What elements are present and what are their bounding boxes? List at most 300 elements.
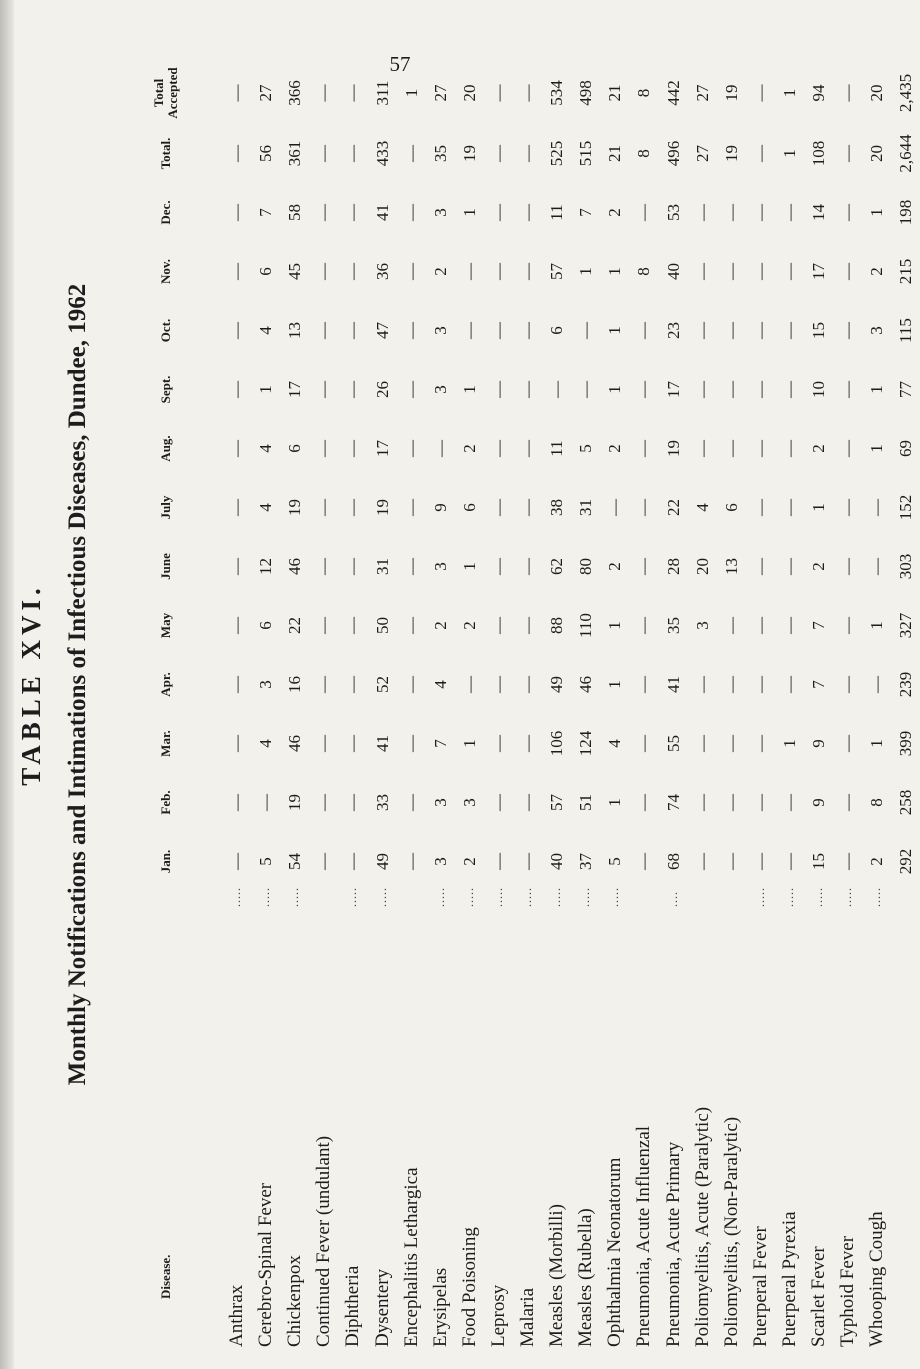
cell-june: 12 xyxy=(256,558,276,575)
cell-july: 31 xyxy=(576,499,596,516)
cell-nov: 2 xyxy=(430,267,450,276)
cell-feb: 57 xyxy=(547,794,567,811)
cell-july: 152 xyxy=(896,494,916,521)
cell-mar: 55 xyxy=(663,735,683,752)
page-number: 57 xyxy=(389,52,411,76)
cell-dec: — xyxy=(401,204,421,221)
cell-mar: — xyxy=(721,735,741,752)
cell-dec: — xyxy=(488,204,508,221)
cell-jan: — xyxy=(692,853,712,870)
cell-jan: — xyxy=(750,853,770,870)
cell-dec: 3 xyxy=(430,208,450,217)
leader-dots: .... xyxy=(665,891,680,907)
cell-june: — xyxy=(838,558,858,575)
cell-mar: 1 xyxy=(779,739,799,748)
cell-mar: 4 xyxy=(605,739,625,748)
cell-total: — xyxy=(750,145,770,162)
disease-name: Whooping Cough xyxy=(866,1211,888,1347)
header-june: June xyxy=(158,553,173,580)
leader-dots: ..... xyxy=(461,887,476,907)
cell-sept: — xyxy=(634,381,654,398)
cell-total-accepted: 1 xyxy=(779,88,799,98)
cell-mar: 9 xyxy=(809,739,828,748)
cell-sept: — xyxy=(227,381,246,398)
cell-sept: — xyxy=(838,381,858,398)
cell-nov: 17 xyxy=(809,263,828,280)
cell-total: 27 xyxy=(692,145,712,162)
cell-total-accepted: 311 xyxy=(372,80,392,106)
cell-dec: 7 xyxy=(256,208,276,217)
cell-nov: — xyxy=(721,263,741,280)
cell-feb: — xyxy=(634,794,654,811)
cell-feb: — xyxy=(227,794,246,811)
cell-may: — xyxy=(721,617,741,634)
cell-jan: 292 xyxy=(896,848,916,875)
cell-june: 80 xyxy=(576,558,596,575)
cell-apr: — xyxy=(518,676,537,693)
cell-jan: 54 xyxy=(285,853,305,870)
cell-feb: — xyxy=(692,794,712,811)
cell-sept: — xyxy=(576,381,596,398)
cell-nov: 1 xyxy=(576,267,596,276)
cell-mar: — xyxy=(227,735,246,752)
cell-apr: 4 xyxy=(430,680,450,689)
table-row xyxy=(775,0,804,1369)
cell-oct: 3 xyxy=(867,326,887,335)
cell-feb: 51 xyxy=(576,794,596,811)
cell-jan: 49 xyxy=(372,853,392,870)
cell-dec: 7 xyxy=(576,208,596,217)
cell-july: 6 xyxy=(459,503,479,512)
cell-sept: 1 xyxy=(459,385,479,394)
cell-nov: 8 xyxy=(634,267,654,276)
cell-aug: — xyxy=(779,440,799,457)
table-row xyxy=(309,0,338,1369)
cell-dec: — xyxy=(634,204,654,221)
cell-total: 21 xyxy=(605,145,625,162)
cell-jan: — xyxy=(838,853,858,870)
cell-july: 38 xyxy=(547,499,567,516)
cell-june: 13 xyxy=(721,558,741,575)
cell-total-accepted: — xyxy=(227,84,246,102)
cell-nov: — xyxy=(692,263,712,280)
cell-aug: — xyxy=(430,440,450,457)
cell-feb: — xyxy=(314,794,334,811)
cell-total: — xyxy=(343,145,363,162)
cell-dec: — xyxy=(838,204,858,221)
cell-june: — xyxy=(518,558,537,575)
cell-feb: — xyxy=(779,794,799,811)
cell-aug: 6 xyxy=(285,444,305,453)
cell-total-accepted: 442 xyxy=(663,80,683,106)
leader-dots: ..... xyxy=(578,887,593,907)
cell-aug: — xyxy=(721,440,741,457)
cell-may: — xyxy=(750,617,770,634)
cell-nov: — xyxy=(518,263,537,280)
cell-june: — xyxy=(227,558,246,575)
cell-july: — xyxy=(518,499,537,516)
disease-name: Cerebro-Spinal Fever xyxy=(255,1182,277,1347)
table-row xyxy=(455,0,484,1369)
table-row xyxy=(833,0,862,1369)
cell-may: 6 xyxy=(256,621,276,630)
cell-apr: 239 xyxy=(896,671,916,698)
leader-dots: ..... xyxy=(374,887,389,907)
cell-apr: — xyxy=(343,676,363,693)
cell-nov: 1 xyxy=(605,267,625,276)
cell-oct: — xyxy=(721,322,741,339)
cell-total: 496 xyxy=(663,140,683,167)
cell-total: — xyxy=(518,145,537,162)
cell-jan: — xyxy=(227,853,246,870)
cell-dec: 1 xyxy=(867,208,887,217)
cell-jan: 5 xyxy=(256,857,276,866)
cell-total: 515 xyxy=(576,140,596,167)
cell-mar: — xyxy=(488,735,508,752)
cell-total-accepted: 366 xyxy=(285,80,305,106)
cell-sept: — xyxy=(750,381,770,398)
cell-june: 46 xyxy=(285,558,305,575)
cell-sept: — xyxy=(779,381,799,398)
cell-nov: — xyxy=(227,263,246,280)
cell-total-accepted: 20 xyxy=(867,84,887,102)
cell-apr: — xyxy=(750,676,770,693)
cell-mar: — xyxy=(401,735,421,752)
cell-total: 19 xyxy=(721,145,741,162)
cell-june: 2 xyxy=(809,562,828,571)
table-row xyxy=(222,0,251,1369)
cell-total: 20 xyxy=(867,145,887,162)
leader-dots: ..... xyxy=(432,887,447,907)
cell-oct: 3 xyxy=(430,326,450,335)
cell-apr: — xyxy=(401,676,421,693)
disease-name: Measles (Morbilli) xyxy=(546,1203,568,1347)
cell-dec: 2 xyxy=(605,208,625,217)
cell-july: 22 xyxy=(663,499,683,516)
cell-oct: — xyxy=(459,322,479,339)
cell-may: — xyxy=(838,617,858,634)
cell-oct: 1 xyxy=(605,326,625,335)
cell-may: 2 xyxy=(430,621,450,630)
cell-total-accepted: 8 xyxy=(634,88,654,98)
cell-aug: 17 xyxy=(372,440,392,457)
cell-dec: 53 xyxy=(663,204,683,221)
table-row xyxy=(397,0,426,1369)
cell-may: 88 xyxy=(547,617,567,634)
cell-nov: 57 xyxy=(547,263,567,280)
table-row xyxy=(862,0,891,1369)
cell-total-accepted: — xyxy=(518,84,537,102)
cell-may: — xyxy=(518,617,537,634)
cell-total-accepted: — xyxy=(838,84,858,102)
leader-dots: ..... xyxy=(752,887,767,907)
cell-feb: — xyxy=(343,794,363,811)
disease-name: Encephalitis Lethargica xyxy=(400,1167,422,1347)
cell-may: 110 xyxy=(576,613,596,638)
cell-oct: — xyxy=(750,322,770,339)
cell-may: 22 xyxy=(285,617,305,634)
table-row xyxy=(368,0,397,1369)
cell-aug: 69 xyxy=(896,440,916,457)
cell-feb: 19 xyxy=(285,794,305,811)
cell-june: 2 xyxy=(605,562,625,571)
header-jan: Jan. xyxy=(158,849,173,874)
cell-apr: 46 xyxy=(576,676,596,693)
cell-oct: — xyxy=(576,322,596,339)
cell-total-accepted: — xyxy=(750,84,770,102)
cell-feb: 258 xyxy=(896,789,916,816)
cell-july: — xyxy=(227,499,246,516)
table-row xyxy=(571,0,600,1369)
cell-sept: — xyxy=(547,381,567,398)
cell-total-accepted: 27 xyxy=(692,84,712,102)
cell-nov: 6 xyxy=(256,267,276,276)
table-row xyxy=(426,0,455,1369)
cell-total-accepted: 21 xyxy=(605,84,625,102)
cell-aug: 2 xyxy=(605,444,625,453)
cell-sept: 26 xyxy=(372,381,392,398)
cell-total: 8 xyxy=(634,149,654,158)
cell-may: 2 xyxy=(459,621,479,630)
disease-name: Anthrax xyxy=(226,1284,247,1347)
disease-name: Erysipelas xyxy=(429,1267,451,1347)
disease-name: Ophthalmia Neonatorum xyxy=(604,1157,626,1347)
cell-apr: — xyxy=(779,676,799,693)
cell-sept: 1 xyxy=(605,385,625,394)
cell-total: — xyxy=(401,145,421,162)
cell-oct: — xyxy=(779,322,799,339)
cell-sept: — xyxy=(518,381,537,398)
cell-july: — xyxy=(605,499,625,516)
cell-apr: — xyxy=(838,676,858,693)
cell-aug: — xyxy=(838,440,858,457)
cell-aug: 4 xyxy=(256,444,276,453)
cell-july: — xyxy=(634,499,654,516)
cell-june: 28 xyxy=(663,558,683,575)
disease-name: Continued Fever (undulant) xyxy=(313,1135,335,1347)
cell-dec: — xyxy=(721,204,741,221)
cell-jan: — xyxy=(634,853,654,870)
cell-aug: — xyxy=(692,440,712,457)
cell-june: — xyxy=(314,558,334,575)
cell-aug: 1 xyxy=(867,444,887,453)
header-dec: Dec. xyxy=(158,200,173,225)
header-sept: Sept. xyxy=(158,375,173,404)
table-row xyxy=(804,0,833,1369)
disease-name: Diphtheria xyxy=(342,1265,364,1347)
cell-sept: — xyxy=(314,381,334,398)
cell-total: 361 xyxy=(285,140,305,167)
cell-oct: 13 xyxy=(285,322,305,339)
cell-jan: — xyxy=(343,853,363,870)
cell-total-accepted: — xyxy=(314,84,334,102)
table-title: Monthly Notifications and Intimations of Infectious Diseases, Dundee, 1962 xyxy=(64,283,91,1086)
cell-aug: 11 xyxy=(547,440,567,457)
disease-name: Food Poisoning xyxy=(458,1227,480,1347)
cell-oct: — xyxy=(343,322,363,339)
cell-feb: — xyxy=(750,794,770,811)
cell-dec: 14 xyxy=(809,204,828,221)
cell-dec: 58 xyxy=(285,204,305,221)
cell-total: 1 xyxy=(779,149,799,158)
cell-oct: — xyxy=(518,322,537,339)
header-total-accepted: Total Accepted xyxy=(151,67,180,119)
disease-name: Pneumonia, Acute Primary xyxy=(662,1141,684,1347)
cell-oct: — xyxy=(227,322,246,339)
cell-sept: 17 xyxy=(663,381,683,398)
cell-july: 1 xyxy=(809,503,828,512)
cell-july: 19 xyxy=(285,499,305,516)
cell-dec: — xyxy=(343,204,363,221)
cell-may: 3 xyxy=(692,621,712,630)
cell-dec: 1 xyxy=(459,208,479,217)
cell-nov: 40 xyxy=(663,263,683,280)
cell-nov: 36 xyxy=(372,263,392,280)
disease-name: Puerperal Fever xyxy=(749,1226,771,1347)
cell-jan: 40 xyxy=(547,853,567,870)
leader-dots: ..... xyxy=(229,887,243,907)
leader-dots: ..... xyxy=(490,887,505,907)
disease-name: Chickenpox xyxy=(284,1255,306,1347)
cell-total: 2,644 xyxy=(896,134,916,173)
cell-sept: 77 xyxy=(896,381,916,398)
cell-feb: 9 xyxy=(809,798,828,807)
cell-feb: 33 xyxy=(372,794,392,811)
cell-feb: — xyxy=(518,794,537,811)
cell-oct: — xyxy=(634,322,654,339)
cell-dec: — xyxy=(692,204,712,221)
cell-may: 327 xyxy=(896,612,916,639)
cell-sept: — xyxy=(721,381,741,398)
cell-apr: — xyxy=(634,676,654,693)
cell-jan: 5 xyxy=(605,857,625,866)
totals-row xyxy=(891,0,920,1369)
cell-dec: — xyxy=(227,204,246,221)
leader-dots: ..... xyxy=(840,887,855,907)
leader-dots: ..... xyxy=(811,887,825,907)
disease-name: Leprosy xyxy=(487,1284,509,1347)
cell-nov: 2 xyxy=(867,267,887,276)
table-row xyxy=(659,0,688,1369)
cell-dec: — xyxy=(314,204,334,221)
cell-total: 433 xyxy=(372,140,392,167)
leader-dots: ..... xyxy=(520,887,534,907)
cell-apr: 1 xyxy=(605,680,625,689)
cell-apr: — xyxy=(488,676,508,693)
cell-total-accepted: 27 xyxy=(430,84,450,102)
cell-mar: — xyxy=(838,735,858,752)
cell-june: — xyxy=(779,558,799,575)
cell-nov: — xyxy=(401,263,421,280)
cell-nov: — xyxy=(314,263,334,280)
cell-nov: — xyxy=(838,263,858,280)
cell-total: — xyxy=(314,145,334,162)
cell-mar: 1 xyxy=(459,739,479,748)
cell-mar: 41 xyxy=(372,735,392,752)
cell-total-accepted: 498 xyxy=(576,80,596,106)
cell-feb: — xyxy=(721,794,741,811)
cell-total: 525 xyxy=(547,140,567,167)
cell-mar: — xyxy=(314,735,334,752)
cell-jan: 37 xyxy=(576,853,596,870)
cell-mar: 46 xyxy=(285,735,305,752)
leader-dots: ..... xyxy=(345,887,360,907)
cell-feb: 3 xyxy=(430,798,450,807)
cell-sept: 3 xyxy=(430,385,450,394)
cell-apr: 49 xyxy=(547,676,567,693)
cell-mar: — xyxy=(343,735,363,752)
cell-dec: — xyxy=(750,204,770,221)
cell-feb: 3 xyxy=(459,798,479,807)
disease-name: Scarlet Fever xyxy=(808,1246,829,1347)
leader-dots: ..... xyxy=(549,887,564,907)
cell-may: 1 xyxy=(867,621,887,630)
cell-jan: — xyxy=(401,853,421,870)
cell-apr: — xyxy=(459,676,479,693)
header-may: May xyxy=(158,612,173,639)
cell-jan: — xyxy=(721,853,741,870)
cell-june: — xyxy=(488,558,508,575)
cell-oct: 4 xyxy=(256,326,276,335)
leader-dots: ..... xyxy=(287,887,302,907)
cell-mar: — xyxy=(750,735,770,752)
cell-may: — xyxy=(488,617,508,634)
disease-name: Poliomyelitis, Acute (Paralytic) xyxy=(691,1106,713,1347)
cell-feb: 8 xyxy=(867,798,887,807)
cell-june: — xyxy=(867,558,887,575)
disease-name: Poliomyelitis, (Non-Paralytic) xyxy=(720,1116,742,1347)
cell-oct: — xyxy=(314,322,334,339)
table-row xyxy=(542,0,571,1369)
cell-sept: — xyxy=(343,381,363,398)
cell-apr: — xyxy=(692,676,712,693)
cell-july: — xyxy=(343,499,363,516)
cell-total-accepted: 534 xyxy=(547,80,567,106)
cell-total-accepted: — xyxy=(343,84,363,102)
table-row xyxy=(629,0,658,1369)
header-total: Total. xyxy=(158,137,173,170)
cell-feb: 1 xyxy=(605,798,625,807)
disease-name: Puerperal Pyrexia xyxy=(778,1211,800,1347)
cell-aug: — xyxy=(634,440,654,457)
cell-may: — xyxy=(227,617,246,634)
cell-jan: 68 xyxy=(663,853,683,870)
disease-name: Typhoid Fever xyxy=(837,1235,859,1347)
disease-name: Dysentery xyxy=(371,1268,393,1347)
cell-may: 50 xyxy=(372,617,392,634)
cell-july: — xyxy=(401,499,421,516)
cell-aug: 2 xyxy=(459,444,479,453)
cell-june: — xyxy=(634,558,654,575)
cell-nov: — xyxy=(750,263,770,280)
cell-jan: 2 xyxy=(459,857,479,866)
disease-name: Malaria xyxy=(517,1287,538,1347)
header-nov: Nov. xyxy=(158,259,173,284)
cell-apr: 7 xyxy=(809,680,828,689)
cell-jan: 2 xyxy=(867,857,887,866)
table-row xyxy=(338,0,367,1369)
cell-total-accepted: 19 xyxy=(721,84,741,102)
cell-aug: — xyxy=(343,440,363,457)
cell-apr: — xyxy=(314,676,334,693)
cell-total: — xyxy=(488,145,508,162)
cell-oct: — xyxy=(488,322,508,339)
cell-july: — xyxy=(867,499,887,516)
cell-total-accepted: 27 xyxy=(256,84,276,102)
cell-mar: 106 xyxy=(547,730,567,757)
cell-may: 1 xyxy=(605,621,625,630)
cell-dec: — xyxy=(779,204,799,221)
